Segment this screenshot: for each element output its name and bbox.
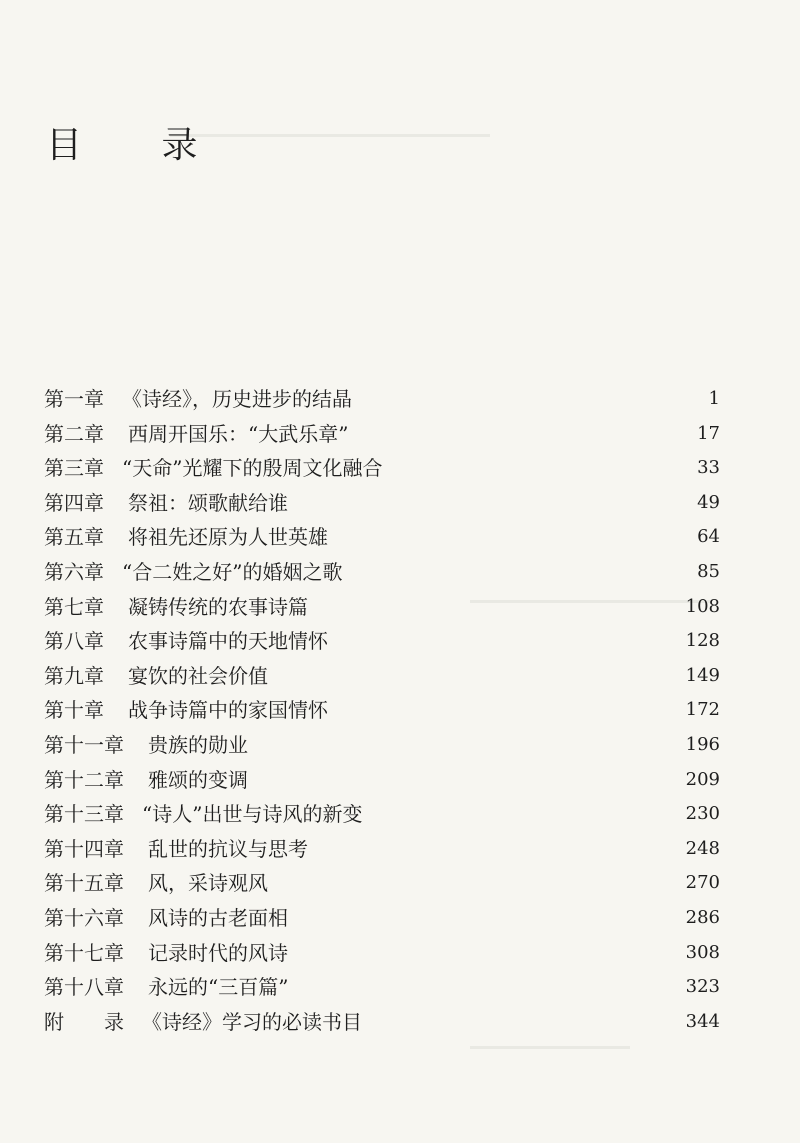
- toc-entry: [44, 938, 720, 968]
- toc-chapter-title: 永远的“三百篇”: [148, 975, 289, 1000]
- toc-chapter-title: “诗人”出世与诗风的新变: [142, 802, 363, 827]
- toc-chapter-title: 《诗经》，历史进步的结晶: [122, 387, 352, 411]
- toc-page-number: 230: [685, 803, 720, 825]
- toc-chapter-title: 记录时代的风诗: [148, 940, 288, 965]
- toc-entry: [44, 972, 720, 1002]
- toc-entry: [44, 1007, 720, 1037]
- toc-page-number: 286: [685, 907, 720, 928]
- toc-chapter-title: 祭祖：颂歌献给谁: [128, 490, 288, 515]
- toc-page-number: 149: [685, 664, 720, 686]
- toc-page-number: 49: [697, 491, 720, 513]
- toc-chapter-label: 第七章: [44, 594, 104, 619]
- toc-chapter-title: 战争诗篇中的家国情怀: [128, 698, 328, 723]
- toc-entry: [44, 384, 720, 414]
- toc-chapter-label: 第二章: [44, 421, 104, 446]
- toc-chapter-label: 第一章: [44, 387, 104, 411]
- toc-chapter-title: 风，采诗观风: [148, 871, 268, 896]
- toc-chapter-title: 宴饮的社会价值: [128, 663, 268, 688]
- toc-page-number: 33: [697, 457, 720, 479]
- toc-chapter-label: 第十四章: [44, 836, 124, 861]
- toc-page-number: 344: [685, 1010, 720, 1032]
- toc-entry: [44, 522, 720, 552]
- toc-entry: [44, 419, 720, 449]
- toc-page-number: 1: [708, 388, 720, 409]
- toc-page-number: 209: [685, 768, 720, 790]
- toc-page-number: 128: [685, 630, 720, 652]
- toc-entry: [44, 903, 720, 933]
- toc-chapter-label: 第十八章: [44, 975, 124, 1000]
- toc-entry: [44, 765, 720, 795]
- toc-chapter-label: 第十二章: [44, 767, 124, 792]
- toc-chapter-label: 第十一章: [44, 733, 124, 757]
- toc-chapter-title: 农事诗篇中的天地情怀: [128, 629, 328, 654]
- toc-chapter-label: 第三章: [44, 456, 104, 481]
- toc-chapter-title: 《诗经》学习的必读书目: [142, 1009, 362, 1034]
- toc-entry: [44, 799, 720, 829]
- toc-chapter-title: 乱世的抗议与思考: [148, 836, 308, 861]
- toc-entry: [44, 868, 720, 898]
- toc-chapter-title: 将祖先还原为人世英雄: [128, 525, 328, 550]
- toc-page-number: 64: [697, 526, 720, 548]
- toc-page-number: 85: [697, 561, 720, 582]
- toc-chapter-label: 第六章: [44, 560, 104, 584]
- toc-page-number: 17: [697, 422, 720, 444]
- toc-page-number: 323: [685, 976, 720, 998]
- toc-chapter-label: 第十五章: [44, 871, 124, 896]
- toc-page-number: 172: [685, 699, 720, 721]
- toc-entry: [44, 488, 720, 518]
- toc-chapter-title: 风诗的古老面相: [148, 906, 288, 930]
- toc-chapter-label: 第八章: [44, 629, 104, 654]
- toc-chapter-label: 第十三章: [44, 802, 124, 827]
- toc-entry: [44, 695, 720, 725]
- toc-chapter-title: 西周开国乐：“大武乐章”: [128, 421, 349, 446]
- toc-chapter-label: 附 录: [44, 1009, 124, 1034]
- toc-chapter-title: “合二姓之好”的婚姻之歌: [122, 560, 343, 584]
- toc-entry: [44, 661, 720, 691]
- toc-chapter-label: 第九章: [44, 663, 104, 688]
- toc-chapter-title: 雅颂的变调: [148, 767, 248, 792]
- toc-page-number: 270: [685, 872, 720, 894]
- toc-chapter-title: “天命”光耀下的殷周文化融合: [122, 456, 383, 481]
- toc-page-number: 196: [685, 734, 720, 755]
- toc-entry: [44, 626, 720, 656]
- toc-entry: [44, 592, 720, 622]
- toc-entry: [44, 730, 720, 760]
- toc-chapter-label: 第五章: [44, 525, 104, 550]
- toc-chapter-label: 第十章: [44, 698, 104, 723]
- toc-page-number: 108: [685, 595, 720, 617]
- toc-chapter-title: 贵族的勋业: [148, 733, 248, 757]
- toc-chapter-label: 第十六章: [44, 906, 124, 930]
- toc-chapter-label: 第四章: [44, 490, 104, 515]
- toc-page-number: 308: [685, 941, 720, 963]
- toc-chapter-title: 凝铸传统的农事诗篇: [128, 594, 308, 619]
- toc-entry: [44, 557, 720, 587]
- toc-entry: [44, 834, 720, 864]
- toc-page-number: 248: [685, 837, 720, 859]
- page-title: 目 录: [46, 125, 232, 166]
- toc-chapter-label: 第十七章: [44, 940, 124, 965]
- toc-entry: [44, 453, 720, 483]
